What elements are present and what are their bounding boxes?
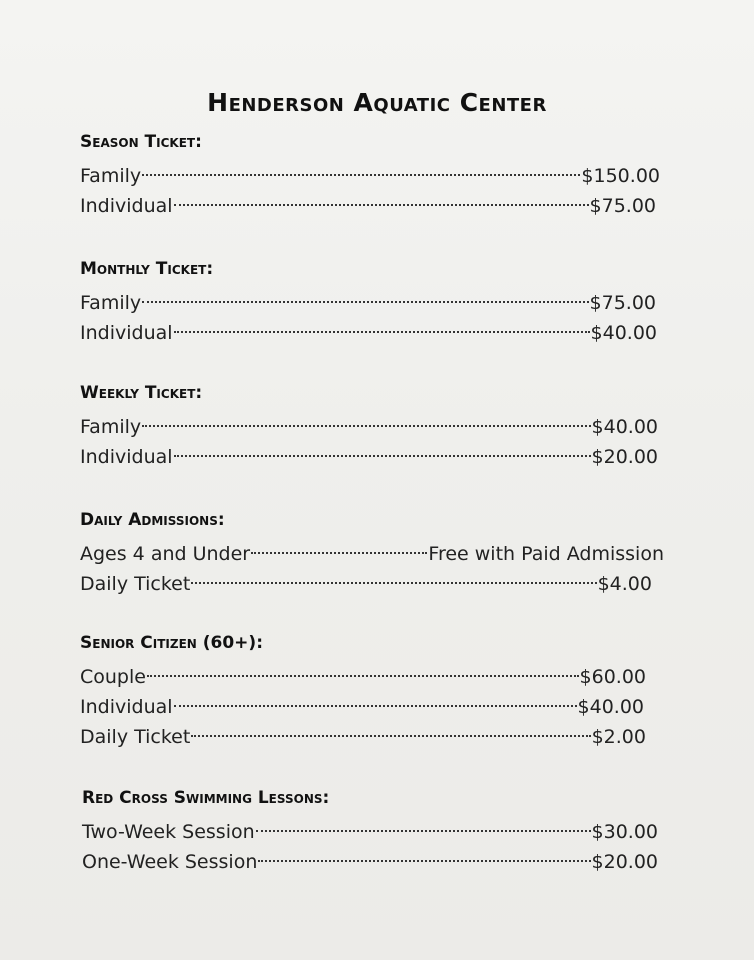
price-row <box>80 692 644 722</box>
dot-leader <box>256 830 591 832</box>
row-label: Ages 4 and Under <box>80 543 251 565</box>
section-heading: Red Cross Swimming Lessons: <box>82 788 330 808</box>
dot-leader <box>174 705 577 707</box>
dot-leader <box>142 174 580 176</box>
dot-leader <box>258 860 590 862</box>
price-row <box>80 442 658 472</box>
row-label: One-Week Session <box>82 851 258 873</box>
price-row <box>80 412 658 442</box>
dot-leader <box>142 301 588 303</box>
section-heading: Senior Citizen (60+): <box>80 633 263 653</box>
row-price: Free with Paid Admission <box>428 543 664 565</box>
row-price: $60.00 <box>579 666 646 688</box>
dot-leader <box>142 425 590 427</box>
section-senior-citizen <box>80 632 646 752</box>
row-label: Daily Ticket <box>80 573 191 595</box>
page-title: Henderson Aquatic Center <box>207 88 547 117</box>
row-label: Individual <box>80 322 173 344</box>
row-label: Two-Week Session <box>82 821 255 843</box>
price-row <box>80 191 656 221</box>
price-row <box>80 318 657 348</box>
dot-leader <box>191 735 590 737</box>
dot-leader <box>251 552 427 554</box>
dot-leader <box>174 204 589 206</box>
row-label: Family <box>80 292 142 314</box>
row-price: $30.00 <box>591 821 658 843</box>
section-heading: Monthly Ticket: <box>80 259 214 279</box>
row-price: $20.00 <box>591 851 658 873</box>
section-swimming-lessons <box>82 787 658 877</box>
section-monthly-ticket <box>80 258 656 348</box>
row-price: $40.00 <box>591 416 658 438</box>
price-row <box>82 847 658 877</box>
row-price: $20.00 <box>591 446 658 468</box>
row-label: Individual <box>80 195 173 217</box>
section-heading: Daily Admissions: <box>80 510 225 530</box>
price-row <box>80 161 660 191</box>
row-label: Family <box>80 416 142 438</box>
section-weekly-ticket <box>80 382 658 472</box>
section-season-ticket <box>80 131 660 221</box>
row-label: Individual <box>80 696 173 718</box>
row-label: Individual <box>80 446 173 468</box>
section-heading: Season Ticket: <box>80 132 202 152</box>
dot-leader <box>174 331 590 333</box>
row-price: $4.00 <box>597 573 652 595</box>
row-label: Daily Ticket <box>80 726 191 748</box>
price-row <box>80 539 664 569</box>
price-row <box>82 817 658 847</box>
dot-leader <box>174 455 591 457</box>
row-price: $2.00 <box>591 726 646 748</box>
dot-leader <box>191 582 596 584</box>
dot-leader <box>147 675 579 677</box>
section-heading: Weekly Ticket: <box>80 383 203 403</box>
price-row <box>80 288 656 318</box>
row-price: $40.00 <box>590 322 657 344</box>
row-price: $150.00 <box>581 165 660 187</box>
row-label: Couple <box>80 666 146 688</box>
price-row <box>80 569 652 599</box>
price-row <box>80 662 646 692</box>
price-row <box>80 722 646 752</box>
section-daily-admissions <box>80 509 664 599</box>
row-label: Family <box>80 165 142 187</box>
row-price: $40.00 <box>577 696 644 718</box>
row-price: $75.00 <box>589 292 656 314</box>
row-price: $75.00 <box>589 195 656 217</box>
